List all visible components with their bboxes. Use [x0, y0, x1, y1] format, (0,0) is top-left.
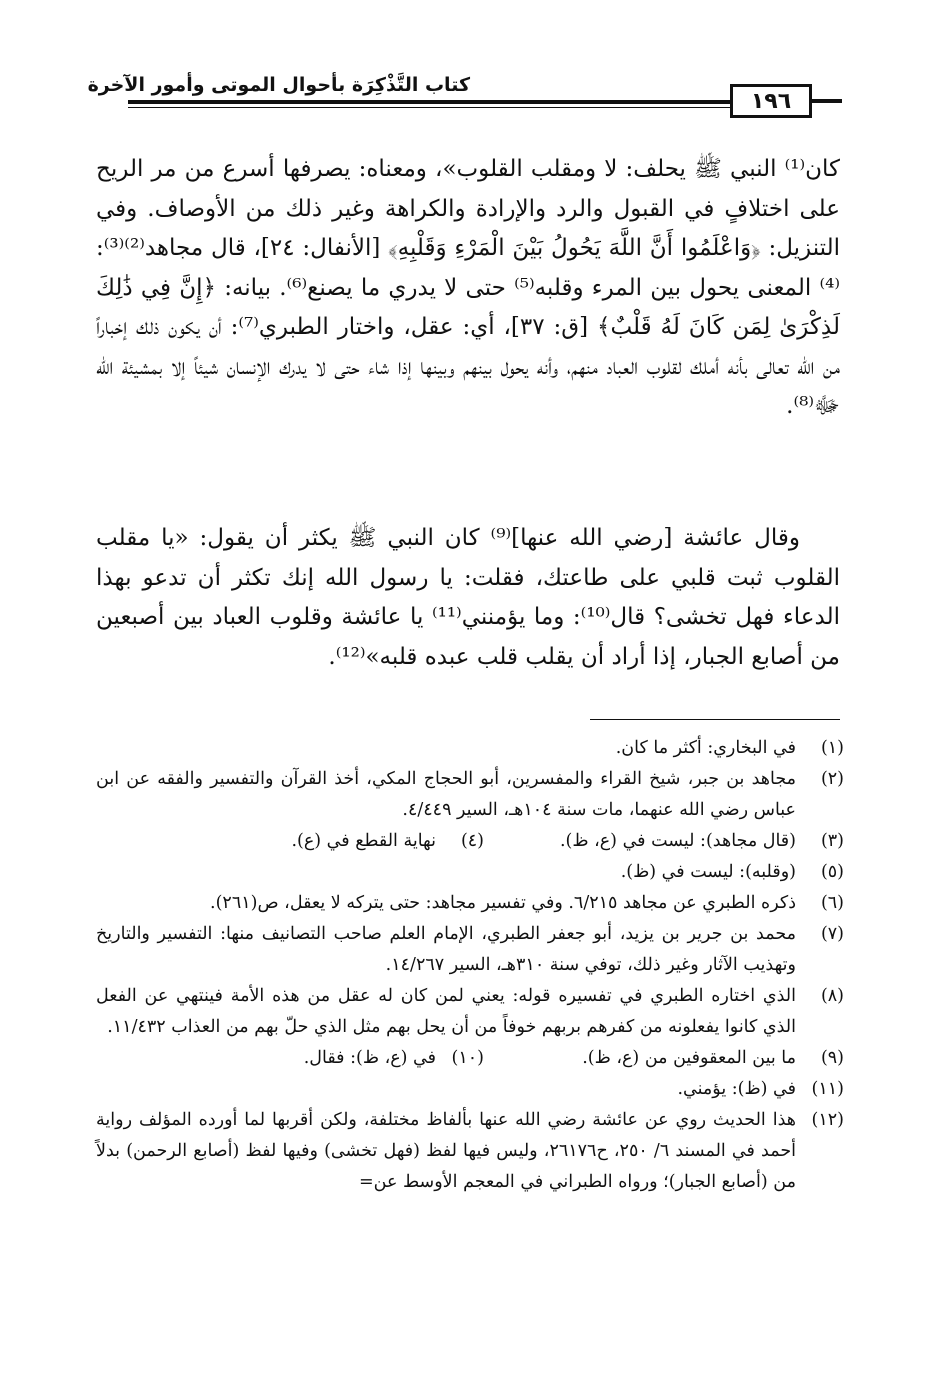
- footnote-text: في البخاري: أكثر ما كان.: [615, 738, 796, 758]
- footnote-text: ما بين المعقوفين من (ع، ظ).: [582, 1048, 796, 1068]
- footnote-text: نهاية القطع في (ع).: [291, 831, 436, 851]
- footnote-number: (٨): [820, 986, 844, 1006]
- footnote-text: هذا الحديث روي عن عائشة رضي الله عنها بألفاظ مختلفة، ولكن أقربها لما أورده المؤلف رواية أحمد في المسند ٦/ ٢٥٠، ح٢٦١٧٦، وليس فيها لفظ (فهل تخشى) وفيها لفظ (أصابع الرحمن) بدلاً من (أصابع الجبار)؛ ورواه الطبراني في المعجم الأوسط عن=: [96, 1110, 797, 1192]
- footnote: [96, 764, 844, 826]
- footnote-number: (٧): [820, 924, 844, 944]
- footnotes: [96, 733, 844, 1198]
- footnote-pair: [96, 1043, 844, 1074]
- header-rule-thick: [128, 100, 730, 104]
- footnote: [96, 919, 844, 981]
- footnote-separator: [590, 719, 840, 720]
- page-number: ١٩٦: [730, 84, 812, 118]
- footnote-text: محمد بن جرير بن يزيد، أبو جعفر الطبري، الإمام العلم صاحب التصانيف منها: التفسير والتاريخ وتهذيب الآثار وغير ذلك، توفي سنة ٣١٠هـ، السير ١٤/٢٦٧.: [96, 924, 796, 975]
- footnote-number: (٦): [820, 893, 844, 913]
- footnote-number: (٤): [460, 831, 484, 851]
- footnote-number: (١): [820, 738, 844, 758]
- body-paragraph-2: [96, 519, 840, 677]
- footnote: [96, 1074, 844, 1105]
- footnote-pair: [96, 826, 844, 857]
- footnote: [96, 857, 844, 888]
- header-rule-stub: [812, 99, 842, 103]
- footnote: [96, 733, 844, 764]
- footnote: [96, 888, 844, 919]
- footnote-text: في (ع، ظ): فقال.: [303, 1048, 436, 1068]
- footnote: [304, 1043, 484, 1074]
- footnote: [96, 1105, 844, 1198]
- footnote-text: (وقلبه): ليست في (ظ).: [620, 862, 796, 882]
- footnote: [96, 981, 844, 1043]
- paragraph-text: وقال عائشة [رضي الله عنها]⁽⁹⁾ كان النبي ﷺ يكثر أن يقول: «يا مقلب القلوب ثبت قلبي على طاعتك، فقلت: يا رسول الله إنك تكثر أن تدعو بهذا الدعاء فهل تخشى؟ قال⁽¹⁰⁾: وما يؤمنني⁽¹¹⁾ يا عائشة وقلوب العباد بين أصبعين من أصابع الجبار، إذا أراد أن يقلب قلب عبده قلبه»⁽¹²⁾.: [96, 525, 840, 670]
- footnote-text: في (ظ): يؤمني.: [677, 1079, 796, 1099]
- footnote-text: (قال مجاهد): ليست في (ع، ظ).: [559, 831, 796, 851]
- header-rule-thin: [128, 107, 730, 108]
- footnote-number: (٩): [820, 1048, 844, 1068]
- paragraph-text: كان⁽¹⁾ النبي ﷺ يحلف: لا ومقلب القلوب»، ومعناه: يصرفها أسرع من مر الريح على اختلافٍ في القبول والرد والإرادة والكراهة وغير ذلك من الأوصاف. وفي التنزيل: ﴿وَاعْلَمُوا أَنَّ اللَّهَ يَحُولُ بَيْنَ الْمَرْءِ وَقَلْبِهِ﴾ [الأنفال: ٢٤]، قال مجاهد⁽²⁾⁽³⁾:⁽⁴⁾ المعنى يحول بين المرء وقلبه⁽⁵⁾ حتى لا يدري ما يصنع⁽⁶⁾. بيانه: ﴿إِنَّ فِي ذَٰلِكَ لَذِكْرَىٰ لِمَن كَانَ لَهُ قَلْبٌ﴾ [ق: ٣٧]، أي: عقل، واختار الطبري⁽⁷⁾: أن يكون ذلك إخباراً من الله تعالى بأنه أملك لقلوب العباد منهم، وأنه يحول بينهم وبينها إذا شاء حتى لا يدرك الإنسان شيئاً إلا بمشيئة الله ﷻ⁽⁸⁾.: [96, 156, 840, 419]
- footnote-text: الذي اختاره الطبري في تفسيره قوله: يعني لمن كان له عقل من هذه الأمة فينتهي عن الفعل الذي كانوا يفعلونه من كفرهم بربهم خوفاً من أن يحل بهم مثل الذي حلّ بهم من العذاب ١١/٤٣٢.: [96, 986, 796, 1037]
- body-paragraph-1: [96, 150, 840, 427]
- footnote-number: (٣): [820, 831, 844, 851]
- footnote-number: (٢): [820, 769, 844, 789]
- footnote: [484, 1043, 844, 1074]
- footnote: [291, 826, 484, 857]
- footnote-text: مجاهد بن جبر، شيخ القراء والمفسرين، أبو الحجاج المكي، أخذ القرآن والتفسير والفقه عن ابن عباس رضي الله عنهما، مات سنة ١٠٤هـ، السير ٤/٤٤٩.: [96, 769, 796, 820]
- footnote-number: (١٠): [451, 1048, 484, 1068]
- running-header-title: كتاب التَّذْكِرَة بأحوال الموتى وأمور الآخرة: [87, 74, 470, 96]
- footnote: [484, 826, 844, 857]
- footnote-number: (١٢): [811, 1110, 844, 1130]
- footnote-text: ذكره الطبري عن مجاهد ٦/٢١٥. وفي تفسير مجاهد: حتى يتركه لا يعقل، ص(٢٦١).: [210, 893, 796, 913]
- footnote-number: (٥): [820, 862, 844, 882]
- footnote-number: (١١): [811, 1079, 844, 1099]
